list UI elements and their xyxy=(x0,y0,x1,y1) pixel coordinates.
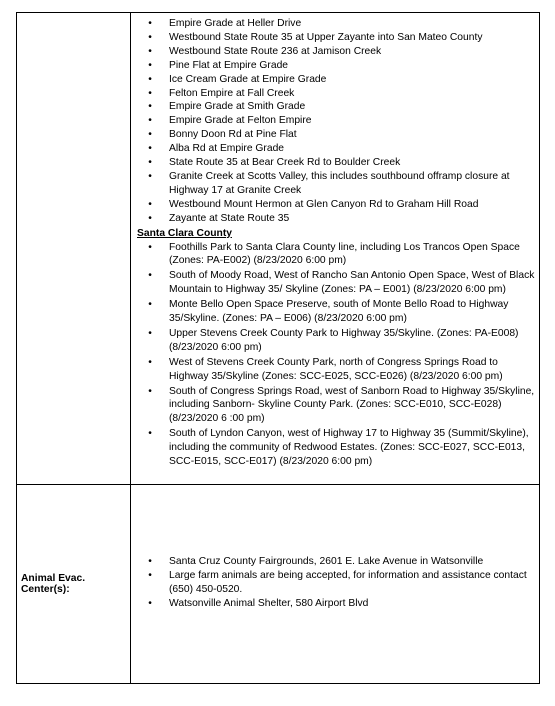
list-item-text: Upper Stevens Creek County Park to Highway 35/Skyline. (Zones: PA-E008) (8/23/2020 6:00 pm) xyxy=(169,327,519,353)
bullet-icon: • xyxy=(148,428,152,440)
list-item xyxy=(131,59,539,73)
county-heading: Santa Clara County xyxy=(137,227,232,239)
bullet-icon: • xyxy=(148,556,152,567)
list-item xyxy=(131,142,539,156)
bullet-icon: • xyxy=(148,31,152,43)
list-item-text: Alba Rd at Empire Grade xyxy=(169,143,285,155)
list-item-text: Santa Cruz County Fairgrounds, 2601 E. Lake Avenue in Watsonville xyxy=(169,556,484,567)
list-item-text: South of Moody Road, West of Rancho San Antonio Open Space, West of Black Mountain to Highway 35/ Skyline (Zones: PA – E001) (8/23/2020 6:00 pm) xyxy=(169,270,535,296)
list-item xyxy=(131,45,539,59)
bullet-icon: • xyxy=(148,87,152,99)
list-item-text: State Route 35 at Bear Creek Rd to Boulder Creek xyxy=(169,157,401,169)
list-item xyxy=(131,100,539,114)
bullet-icon: • xyxy=(148,59,152,71)
list-item-text: Ice Cream Grade at Empire Grade xyxy=(169,73,327,85)
road-closures-cell xyxy=(131,13,539,484)
bullet-icon: • xyxy=(148,299,152,311)
list-item-text: Foothills Park to Santa Clara County line, including Los Trancos Open Space (Zones: PA-E002) (8/23/2020 6:00 pm) xyxy=(169,241,520,267)
animal-evac-list xyxy=(131,555,539,611)
list-item-text: South of Lyndon Canyon, west of Highway 17 to Highway 35 (Summit/Skyline), including the community of Redwood Estates. (Zones: SCC-E027, SCC-E013, SCC-E015, SCC-E017) (8/23/2020 6:00 pm) xyxy=(169,428,529,468)
list-item xyxy=(131,114,539,128)
bullet-icon: • xyxy=(148,569,152,581)
list-item-text: Watsonville Animal Shelter, 580 Airport Blvd xyxy=(169,597,369,609)
list-item xyxy=(131,298,539,326)
list-item xyxy=(131,128,539,142)
list-item xyxy=(131,356,539,384)
bullet-icon: • xyxy=(148,212,152,224)
bullet-icon: • xyxy=(148,597,152,609)
list-item-text: Felton Empire at Fall Creek xyxy=(169,87,295,99)
bullet-icon: • xyxy=(148,18,152,29)
list-item-text: Empire Grade at Felton Empire xyxy=(169,115,312,127)
bullet-icon: • xyxy=(148,241,152,253)
bullet-icon: • xyxy=(148,198,152,210)
list-item xyxy=(131,198,539,212)
list-item-text: Empire Grade at Smith Grade xyxy=(169,101,306,113)
list-item xyxy=(131,17,539,31)
info-table xyxy=(16,12,540,684)
list-item xyxy=(131,269,539,297)
list-item xyxy=(131,555,539,569)
list-item xyxy=(131,156,539,170)
list-item xyxy=(131,241,539,269)
bullet-icon: • xyxy=(148,115,152,127)
list-item-text: Monte Bello Open Space Preserve, south of Monte Bello Road to Highway 35/Skyline. (Zones: PA – E006) (8/23/2020 6:00 pm) xyxy=(169,299,509,325)
list-item-text: South of Congress Springs Road, west of Sanborn Road to Highway 35/Skyline, including Sanborn- Skyline County Park. (Zones: SCC-E010, SCC-E028) (8/23/2020 6 :00 pm) xyxy=(169,385,535,425)
bullet-icon: • xyxy=(148,270,152,282)
list-item xyxy=(131,212,539,226)
animal-evac-label: Animal Evac. Center(s): xyxy=(21,573,86,595)
list-item-text: Westbound State Route 35 at Upper Zayante into San Mateo County xyxy=(169,31,483,43)
bullet-icon: • xyxy=(148,73,152,85)
list-item-text: West of Stevens Creek County Park, north of Congress Springs Road to Highway 35/Skyline (Zones: SCC-E025, SCC-E026) (8/23/2020 6:00 pm) xyxy=(169,356,503,382)
animal-evac-cell xyxy=(131,485,539,683)
bullet-icon: • xyxy=(148,45,152,57)
list-item-text: Bonny Doon Rd at Pine Flat xyxy=(169,129,297,141)
list-item-text: Large farm animals are being accepted, for information and assistance contact (650) 450-0520. xyxy=(169,569,527,595)
list-item-text: Granite Creek at Scotts Valley, this includes southbound offramp closure at Highway 17 at Granite Creek xyxy=(169,170,510,196)
list-item xyxy=(131,569,539,597)
list-item xyxy=(131,385,539,427)
bullet-icon: • xyxy=(148,143,152,155)
list-item xyxy=(131,73,539,87)
list-item xyxy=(131,170,539,198)
santa-cruz-closure-list xyxy=(131,13,539,226)
list-item xyxy=(131,427,539,469)
list-item xyxy=(131,327,539,355)
list-item-text: Empire Grade at Heller Drive xyxy=(169,18,302,29)
bullet-icon: • xyxy=(148,129,152,141)
bullet-icon: • xyxy=(148,356,152,368)
list-item xyxy=(131,31,539,45)
bullet-icon: • xyxy=(148,101,152,113)
list-item-text: Zayante at State Route 35 xyxy=(169,212,290,224)
bullet-icon: • xyxy=(148,157,152,169)
list-item-text: Pine Flat at Empire Grade xyxy=(169,59,289,71)
list-item xyxy=(131,597,539,611)
list-item-text: Westbound Mount Hermon at Glen Canyon Rd to Graham Hill Road xyxy=(169,198,479,210)
bullet-icon: • xyxy=(148,327,152,339)
bullet-icon: • xyxy=(148,170,152,182)
list-item xyxy=(131,87,539,101)
animal-evac-label-cell xyxy=(17,485,130,683)
list-item-text: Westbound State Route 236 at Jamison Creek xyxy=(169,45,382,57)
santa-clara-closure-list xyxy=(131,241,539,470)
bullet-icon: • xyxy=(148,385,152,397)
